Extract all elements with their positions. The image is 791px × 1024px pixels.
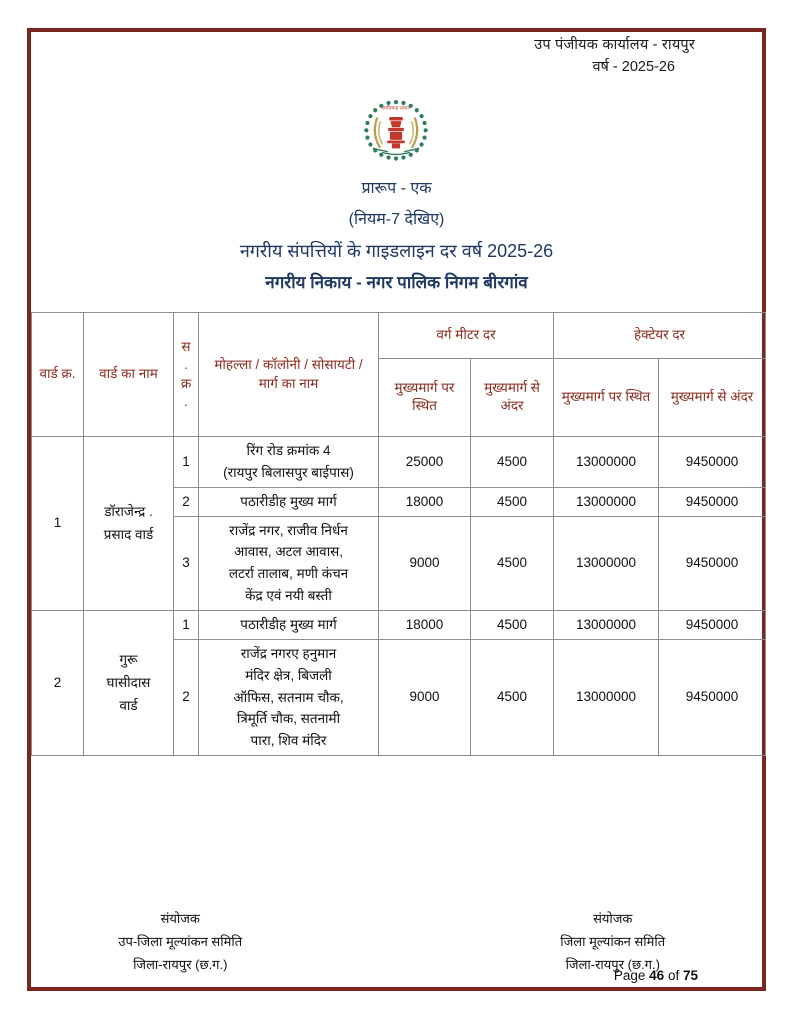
rate-sqm-main-road: 18000: [379, 487, 471, 516]
serial-char-4: .: [184, 393, 188, 409]
header-hec-main-road: मुख्यमार्ग पर स्थित: [554, 358, 659, 436]
serial-char-3: क्र: [180, 375, 192, 391]
locality-line: (रायपुर बिलासपुर बाईपास): [223, 464, 354, 480]
serial-number: 3: [174, 516, 199, 610]
ward-number: 1: [32, 437, 84, 611]
serial-number: 1: [174, 437, 199, 488]
rate-sqm-inside: 4500: [471, 487, 554, 516]
serial-char-1: स: [181, 339, 191, 355]
guideline-title: नगरीय संपत्तियों के गाइडलाइन दर वर्ष 2025-26: [239, 241, 554, 262]
header-sqm-main-road: मुख्यमार्ग पर स्थित: [379, 358, 471, 436]
rate-hec-main-road: 13000000: [554, 487, 659, 516]
serial-number: 2: [174, 487, 199, 516]
ward-name-line: प्रसाद वार्ड: [103, 526, 154, 542]
table-row: [32, 611, 766, 640]
ward-name: [84, 437, 174, 611]
rate-hec-inside: 9450000: [659, 437, 766, 488]
ward-name-line: घासीदास: [106, 674, 151, 690]
table-row: [32, 437, 766, 488]
rate-sqm-main-road: 9000: [379, 516, 471, 610]
rate-hec-main-road: 13000000: [554, 639, 659, 755]
locality-name: [199, 611, 379, 640]
rate-hec-main-road: 13000000: [554, 516, 659, 610]
header-ward-name: वार्ड का नाम: [84, 313, 174, 437]
locality-line: पठारीडीह मुख्य मार्ग: [240, 493, 337, 509]
locality-name: [199, 516, 379, 610]
rate-hec-inside: 9450000: [659, 516, 766, 610]
signature-block: [27, 908, 766, 976]
page-number: [27, 968, 766, 983]
signature-sub-district: [27, 908, 420, 976]
serial-number: 2: [174, 639, 199, 755]
municipal-body: नगरीय निकाय - नगर पालिक निगम बीरगांव: [265, 272, 528, 292]
table-header: [32, 313, 766, 437]
header-serial-no: [174, 313, 199, 437]
ward-name-line: डॉराजेन्द्र .: [104, 503, 153, 519]
rate-sqm-main-road: 9000: [379, 639, 471, 755]
page-label: Page: [613, 968, 646, 983]
locality-name: [199, 437, 379, 488]
page-current: 46: [649, 968, 665, 983]
header-sqm-inside: मुख्यमार्ग से अंदर: [471, 358, 554, 436]
table-body: [32, 437, 766, 756]
locality-name: [199, 487, 379, 516]
signatory-role: संयोजक: [593, 911, 633, 926]
rate-hec-inside: 9450000: [659, 639, 766, 755]
locality-line: लटर्रा तालाब, मणी कंचन: [228, 566, 349, 582]
rate-sqm-inside: 4500: [471, 516, 554, 610]
rate-hec-inside: 9450000: [659, 487, 766, 516]
locality-line: राजेंद्र नगर, राजीव निर्धन: [229, 522, 348, 538]
rate-sqm-main-road: 25000: [379, 437, 471, 488]
signatory-committee: उप-जिला मूल्यांकन समिति: [118, 933, 243, 949]
rule-reference: (नियम-7 देखिए): [348, 210, 445, 228]
locality-line: पारा, शिव मंदिर: [250, 733, 327, 749]
emblem-container: [0, 98, 791, 166]
rate-sqm-inside: 4500: [471, 639, 554, 755]
header-group-hectare: हेक्टेयर दर: [554, 313, 766, 359]
page-of: of: [667, 968, 680, 983]
header-group-sqm: वर्ग मीटर दर: [379, 313, 554, 359]
office-name: उप पंजीयक कार्यालय - रायपुर: [534, 37, 695, 53]
signatory-district: जिला-रायपुर (छ.ग.): [133, 956, 228, 972]
ward-name-line: गुरू: [119, 651, 138, 667]
locality-line: पठारीडीह मुख्य मार्ग: [240, 617, 337, 633]
rate-hec-main-road: 13000000: [554, 437, 659, 488]
serial-number: 1: [174, 611, 199, 640]
rate-hec-inside: 9450000: [659, 611, 766, 640]
rate-sqm-main-road: 18000: [379, 611, 471, 640]
serial-char-2: .: [184, 357, 188, 373]
signatory-committee: जिला मूल्यांकन समिति: [560, 933, 666, 949]
locality-line: केंद्र एवं नयी बस्ती: [245, 588, 332, 604]
ward-number: 2: [32, 611, 84, 756]
locality-line: मंदिर क्षेत्र, बिजली: [245, 667, 332, 683]
document-header: [27, 34, 747, 79]
ward-name-line: वार्ड: [119, 697, 138, 713]
rate-sqm-inside: 4500: [471, 437, 554, 488]
locality-line: आवास, अटल आवास,: [233, 544, 344, 560]
guideline-rate-table: [31, 312, 766, 756]
locality-line: ऑफिस, सतनाम चौक,: [233, 689, 344, 705]
fiscal-year: वर्ष - 2025-26: [592, 59, 675, 76]
signatory-role: संयोजक: [160, 911, 200, 926]
locality-line: त्रिमूर्ति चौक, सतनामी: [236, 711, 341, 727]
header-ward-no: वार्ड क्र.: [32, 313, 84, 437]
rate-sqm-inside: 4500: [471, 611, 554, 640]
rate-hec-main-road: 13000000: [554, 611, 659, 640]
locality-name: [199, 639, 379, 755]
signature-district: [420, 908, 767, 976]
header-locality: मोहल्ला / कॉलोनी / सोसायटी / मार्ग का नाम: [199, 313, 379, 437]
form-name: प्रारूप - एक: [361, 180, 432, 197]
signatory-district: जिला-रायपुर (छ.ग.): [565, 956, 660, 972]
svg-text:छत्तीसगढ़ शासन: छत्तीसगढ़ शासन: [381, 106, 410, 112]
locality-line: राजेंद्र नगरए हनुमान: [240, 645, 337, 661]
title-block: [27, 180, 766, 293]
locality-line: रिंग रोड क्रमांक 4: [246, 443, 331, 458]
chhattisgarh-state-emblem-icon: [362, 98, 430, 166]
ward-name: [84, 611, 174, 756]
header-hec-inside: मुख्यमार्ग से अंदर: [659, 358, 766, 436]
page-total: 75: [682, 968, 698, 983]
